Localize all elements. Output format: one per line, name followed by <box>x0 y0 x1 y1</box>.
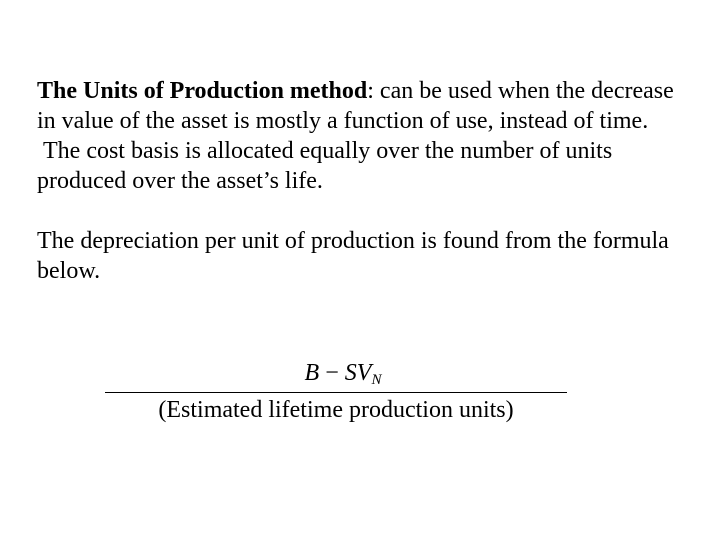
body-text <box>37 76 677 286</box>
method-term: The Units of Production method <box>37 78 368 104</box>
definition-text: : can be used when the decrease in value of the asset is mostly a function of use, instead of time. <box>37 78 674 134</box>
salvage-subscript: N <box>371 372 382 388</box>
paragraph-gap <box>37 196 677 226</box>
salvage-value-symbol: SV <box>344 360 372 386</box>
depreciation-formula <box>105 356 567 427</box>
formula-numerator <box>119 356 567 390</box>
paragraph-definition <box>37 76 677 136</box>
formula-denominator: (Estimated lifetime production units) <box>158 397 514 423</box>
basis-symbol: B <box>304 360 320 386</box>
paragraph-formula-intro: The depreciation per unit of production is found from the formula below. <box>37 228 669 284</box>
minus-operator: − <box>325 360 339 386</box>
paragraph-cost-basis: The cost basis is allocated equally over the number of units produced over the asset’s life. <box>37 138 619 194</box>
